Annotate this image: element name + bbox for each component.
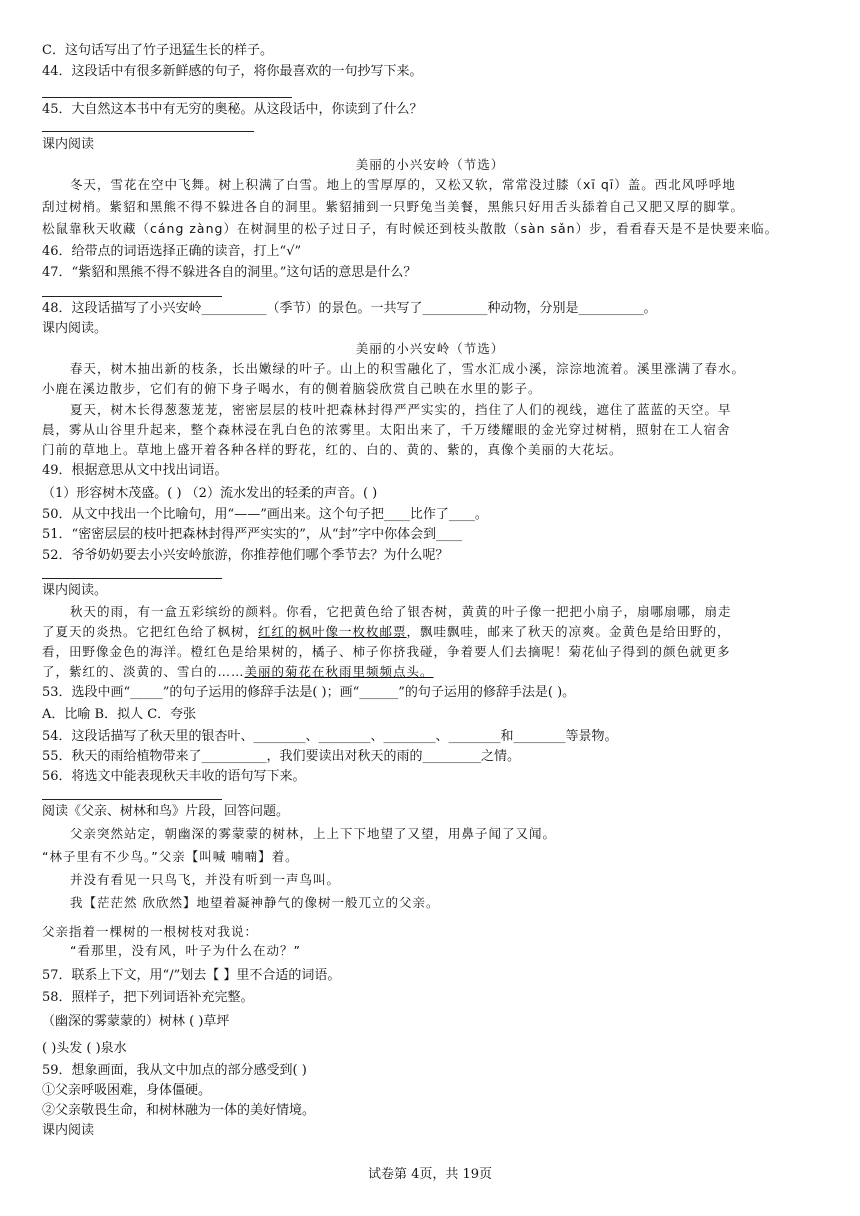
passage-line: 夏天，树木长得葱葱茏茏，密密层层的枝叶把森林封得严严实实的，挡住了人们的视线，遮住了蓝蓝的天空。早 bbox=[70, 402, 732, 417]
passage-line bbox=[42, 663, 434, 681]
question-44: 44．这段话中有很多新鲜感的句子，将你最喜欢的一句抄写下来。 bbox=[42, 64, 423, 79]
question-45: 45．大自然这本书中有无穷的奥秘。从这段话中，你读到了什么？ bbox=[42, 102, 423, 117]
question-50: 50．从文中找出一个比喻句，用“——”画出来。这个句子把____比作了____。 bbox=[42, 507, 488, 522]
question-49-items: （1）形容树木茂盛。( ) （2）流水发出的轻柔的声音。( ) bbox=[42, 486, 378, 501]
answer-line bbox=[42, 131, 254, 132]
question-51: 51．“密密层层的枝叶把森林封得严严实实的”，从“封”字中你体会到____ bbox=[42, 527, 463, 542]
question-58-items: ( )头发 ( )泉水 bbox=[42, 1041, 127, 1056]
passage-line: 我【茫茫然 欣欣然】地望着凝神静气的像树一般兀立的父亲。 bbox=[70, 895, 440, 910]
option-c: C．这句话写出了竹子迅猛生长的样子。 bbox=[42, 43, 273, 58]
section-heading: 课内阅读 bbox=[42, 1123, 95, 1138]
passage-line: 父亲指着一棵树的一根树枝对我说： bbox=[42, 924, 259, 939]
passage-line: 晨，雾从山谷里升起来，整个森林浸在乳白色的浓雾里。太阳出来了，千万缕耀眼的金光穿过树梢，照射在工人宿舍 bbox=[42, 422, 731, 437]
answer-line bbox=[42, 296, 222, 297]
passage-text: ，飘哇飘哇，邮来了秋天的凉爽。金黄色是给田野的， bbox=[406, 624, 731, 639]
question-56: 56．将选文中能表现秋天丰收的语句写下来。 bbox=[42, 769, 306, 784]
passage-line: 门前的草地上。草地上盛开着各种各样的野花，红的、白的、黄的、紫的，真像个美丽的大花坛。 bbox=[42, 442, 623, 457]
question-49: 49．根据意思从文中找出词语。 bbox=[42, 463, 228, 478]
question-46: 46．给带点的词语选择正确的读音，打上“√” bbox=[42, 244, 302, 259]
passage-line: 并没有看见一只鸟飞，并没有听到一声鸟叫。 bbox=[70, 872, 341, 887]
passage-line: “看那里，没有风，叶子为什么在动？” bbox=[70, 943, 301, 958]
section-heading: 课内阅读。 bbox=[42, 583, 108, 598]
passage-line: 冬天，雪花在空中飞舞。树上积满了白雪。地上的雪厚厚的，又松又软，常常没过膝（xī qī）盖。西北风呼呼地 bbox=[70, 177, 736, 192]
underlined-sentence: 美丽的菊花在秋雨里频频点头。 bbox=[244, 664, 434, 679]
question-53: 53．选段中画“_____”的句子运用的修辞手法是( )；画“______”的句子运用的修辞手法是( )。 bbox=[42, 685, 576, 700]
question-52: 52．爷爷奶奶要去小兴安岭旅游，你推荐他们哪个季节去？为什么呢？ bbox=[42, 548, 449, 563]
passage-line: 小鹿在溪边散步，它们有的俯下身子喝水，有的侧着脑袋欣赏自己映在水里的影子。 bbox=[42, 381, 542, 396]
question-55: 55．秋天的雨给植物带来了__________，我们要读出对秋天的雨的_________之情。 bbox=[42, 749, 521, 764]
page-footer: 试卷第 4页，共 19页 bbox=[367, 1167, 493, 1182]
question-59: 59．想象画面，我从文中加点的部分感受到( ) bbox=[42, 1063, 307, 1078]
answer-line bbox=[42, 97, 292, 98]
passage-line: 春天，树木抽出新的枝条，长出嫩绿的叶子。山上的积雪融化了，雪水汇成小溪，淙淙地流着。溪里涨满了春水。 bbox=[70, 361, 746, 376]
passage-line: 秋天的雨，有一盒五彩缤纷的颜料。你看，它把黄色给了银杏树，黄黄的叶子像一把把小扇子，扇哪扇哪，扇走 bbox=[70, 604, 732, 619]
passage-line: 父亲突然站定，朝幽深的雾蒙蒙的树林，上上下下地望了又望，用鼻子闻了又闻。 bbox=[70, 826, 557, 841]
option-1: ①父亲呼吸困难，身体僵硬。 bbox=[42, 1083, 212, 1098]
section-heading: 课内阅读。 bbox=[42, 321, 108, 336]
passage-line: 刮过树梢。紫貂和黑熊不得不躲进各自的洞里。紫貂捕到一只野兔当美餐，黑熊只好用舌头舔着自己又肥又厚的脚掌。 bbox=[42, 199, 745, 214]
option-2: ②父亲敬畏生命，和树林融为一体的美好情境。 bbox=[42, 1103, 316, 1118]
passage-text: 了夏天的炎热。它把红色给了枫树， bbox=[42, 624, 259, 639]
passage-title: 美丽的小兴安岭（节选） bbox=[355, 157, 505, 172]
section-heading: 课内阅读 bbox=[42, 137, 95, 152]
passage-line: 看，田野像金色的海洋。橙红色是给果树的，橘子、柿子你挤我碰，争着要人们去摘呢！菊花仙子得到的颜色就更多 bbox=[42, 644, 731, 659]
question-58-items: （幽深的雾蒙蒙的）树林 ( )草坪 bbox=[42, 1014, 230, 1029]
passage-line: “林子里有不少鸟。”父亲【叫喊 喃喃】着。 bbox=[42, 849, 299, 864]
question-54: 54．这段话描写了秋天里的银杏叶、________、________、________、________和________等景物。 bbox=[42, 729, 618, 744]
passage-title: 美丽的小兴安岭（节选） bbox=[355, 341, 505, 356]
section-heading: 阅读《父亲、树林和鸟》片段，回答问题。 bbox=[42, 804, 290, 819]
question-47: 47．“紫貂和黑熊不得不躲进各自的洞里。”这句话的意思是什么？ bbox=[42, 265, 417, 280]
passage-text: 了，紫红的、淡黄的、雪白的…… bbox=[42, 664, 245, 679]
question-58: 58．照样子，把下列词语补充完整。 bbox=[42, 990, 254, 1005]
passage-line: 松鼠靠秋天收藏（cáng zàng）在树洞里的松子过日子，有时候还到枝头散散（sàn sǎn）步，看看春天是不是快要来临。 bbox=[42, 221, 779, 236]
answer-line bbox=[42, 799, 222, 800]
passage-line bbox=[42, 623, 731, 641]
question-48: 48．这段话描写了小兴安岭__________（季节）的景色。一共写了__________种动物，分别是__________。 bbox=[42, 301, 657, 316]
question-57: 57．联系上下文，用“/”划去【 】里不合适的词语。 bbox=[42, 968, 341, 983]
answer-line bbox=[42, 578, 222, 579]
underlined-sentence: 红红的枫叶像一枚枚邮票 bbox=[258, 624, 407, 639]
question-53-options: A．比喻 B．拟人 C．夸张 bbox=[42, 707, 197, 722]
